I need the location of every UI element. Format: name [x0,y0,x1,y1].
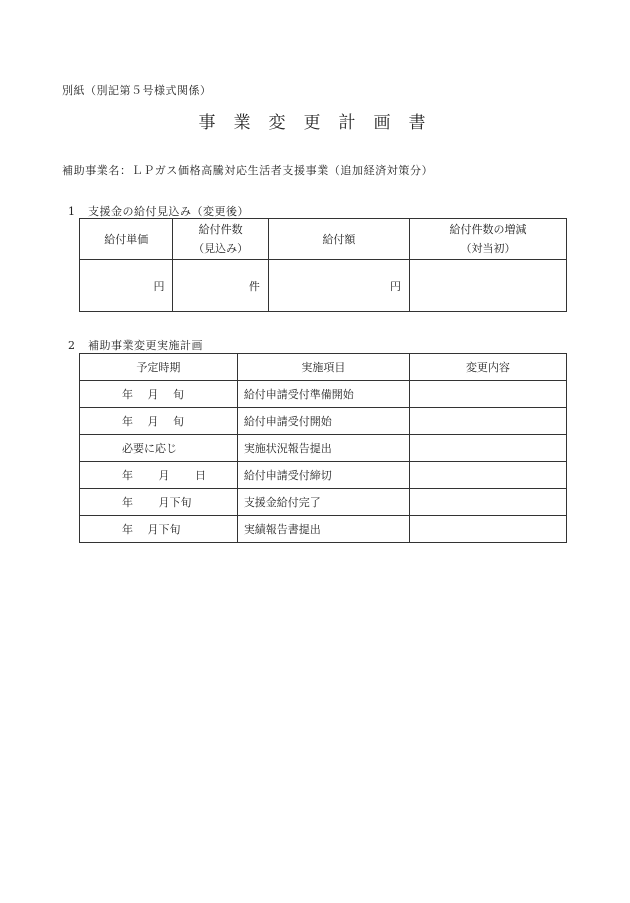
implementation-plan-table [79,353,567,543]
amount-cell: 円 [268,260,409,312]
change-cell [409,489,566,516]
col-item: 実施項目 [237,354,409,381]
col-schedule: 予定時期 [80,354,238,381]
section-1-heading [68,203,249,219]
item-cell: 給付申請受付開始 [237,408,409,435]
section-1-title: 支援金の給付見込み（変更後） [88,205,249,218]
item-cell: 実施状況報告提出 [237,435,409,462]
section-2-title: 補助事業変更実施計画 [88,339,203,352]
col-unit-price: 給付単価 [80,219,173,260]
table-row [80,489,567,516]
table-row [80,381,567,408]
section-1-number: 1 [68,205,76,218]
change-cell [409,516,566,543]
table-row [80,462,567,489]
schedule-cell: 年 月 日 [80,462,238,489]
col-amount: 給付額 [268,219,409,260]
item-cell: 実績報告書提出 [237,516,409,543]
project-name: 補助事業名：ＬＰガス価格高騰対応生活者支援事業（追加経済対策分） [62,164,434,177]
unit-price-cell: 円 [80,260,173,312]
col-change: 変更内容 [409,354,566,381]
col-count-line2: （見込み） [193,242,249,255]
table-row [80,408,567,435]
schedule-cell: 必要に応じ [80,435,238,462]
change-cell [409,381,566,408]
item-cell: 支援金給付完了 [237,489,409,516]
col-count-line1: 給付件数 [198,223,243,236]
col-count-change [409,219,566,260]
col-count-change-line2: （対当初） [460,242,516,255]
table-header-row [80,354,567,381]
schedule-cell: 年 月下旬 [80,516,238,543]
change-cell [409,408,566,435]
col-count [173,219,268,260]
count-change-cell [409,260,566,312]
section-2-heading [68,337,203,353]
change-cell [409,435,566,462]
benefit-estimate-table [79,218,567,312]
item-cell: 給付申請受付締切 [237,462,409,489]
table-header-row [80,219,567,260]
col-count-change-line1: 給付件数の増減 [449,223,527,236]
schedule-cell: 年 月 旬 [80,381,238,408]
section-2-number: 2 [68,339,76,352]
schedule-cell: 年 月下旬 [80,489,238,516]
item-cell: 給付申請受付準備開始 [237,381,409,408]
count-cell: 件 [173,260,268,312]
page-title: 事業変更計画書 [198,113,444,133]
table-row [80,516,567,543]
table-row [80,435,567,462]
schedule-cell: 年 月 旬 [80,408,238,435]
table-row [80,260,567,312]
change-cell [409,462,566,489]
form-note: 別紙（別記第５号様式関係） [62,84,212,97]
